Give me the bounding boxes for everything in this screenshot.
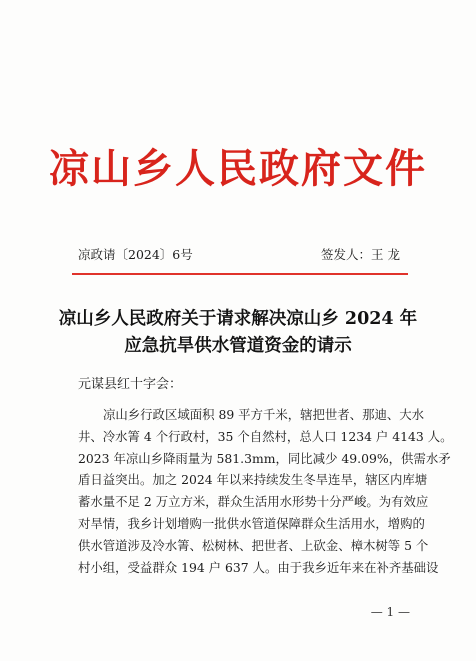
document-number: 凉政请〔2024〕6号 [78,247,193,262]
body-line: 凉山乡行政区域面积 89 平方千米，辖把世者、那迪、大水 [103,407,425,422]
salutation: 元谋县红十字会： [78,377,183,392]
body-line: 盾日益突出。加之 2024 年以来持续发生冬旱连旱，辖区内库塘 [78,472,428,488]
body-line: 村小组，受益群众 194 户 637 人。由于我乡近年来在补齐基础设 [78,559,439,575]
red-divider [72,273,408,275]
body-line: 对旱情，我乡计划增购一批供水管道保障群众生活用水，增购的 [78,515,425,531]
signer: 签发人：王 龙 [321,247,400,262]
body-line: 2023 年凉山乡降雨量为 581.3mm，同比减少 49.09%，供需水矛 [78,450,451,466]
subject-line-2: 应急抗旱供水管道资金的请示 [124,336,352,356]
document-subject [0,306,476,360]
subject-line-1: 凉山乡人民政府关于请求解决凉山乡 2024 年 [58,309,418,329]
body-text [78,404,453,578]
body-line: 蓄水量不足 2 万立方米，群众生活用水形势十分严峻。为有效应 [78,494,429,510]
body-line: 供水管道涉及冷水箐、松树林、把世者、上砍金、樟木树等 5 个 [78,537,429,553]
page-number: — 1 — [370,605,410,619]
body-line: 井、冷水箐 4 个行政村，35 个自然村，总人口 1234 户 4143 人。 [78,428,453,444]
document-header-title: 凉山乡人民政府文件 [49,146,427,192]
